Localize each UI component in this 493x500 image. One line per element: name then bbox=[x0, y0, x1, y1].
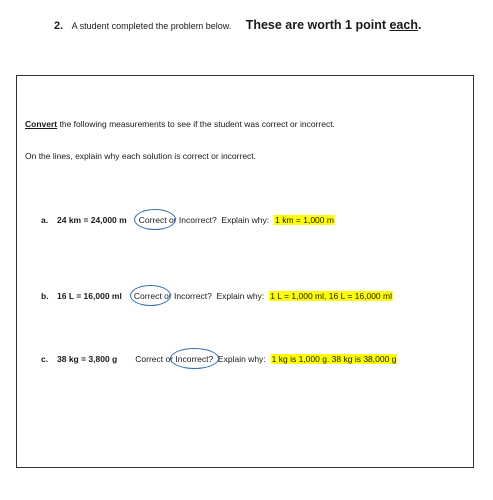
convert-keyword: Convert bbox=[25, 119, 58, 129]
question-header bbox=[54, 16, 421, 34]
explain-directions: On the lines, explain why each solution is correct or incorrect. bbox=[25, 151, 257, 161]
points-note-emphasis: each bbox=[389, 18, 418, 32]
or-text: or bbox=[163, 354, 176, 364]
problem-letter: a. bbox=[41, 215, 49, 225]
problem-letter: c. bbox=[41, 354, 49, 364]
explanation-answer: 1 kg is 1,000 g. 38 kg is 38,000 g bbox=[271, 354, 397, 364]
question-number: 2. bbox=[54, 20, 64, 32]
explain-prompt: ? Explain why: bbox=[211, 215, 270, 225]
problem-c bbox=[41, 354, 397, 364]
points-note-text: These are worth 1 point bbox=[245, 18, 390, 32]
problem-equation: 38 kg = 3,800 g bbox=[57, 354, 118, 364]
directions-text: the following measurements to see if the student was correct or incorrect. bbox=[57, 119, 335, 129]
question-instruction: A student completed the problem below. bbox=[71, 21, 232, 31]
explain-prompt: ? Explain why: bbox=[208, 354, 266, 364]
points-note bbox=[246, 18, 422, 32]
correct-choice[interactable]: Correct bbox=[134, 291, 162, 301]
incorrect-choice[interactable]: Incorrect bbox=[178, 215, 212, 225]
correct-choice[interactable]: Correct bbox=[139, 215, 167, 225]
explain-prompt: ? Explain why: bbox=[207, 291, 265, 301]
points-note-period: . bbox=[417, 18, 422, 32]
problem-equation: 24 km = 24,000 m bbox=[57, 215, 127, 225]
incorrect-choice[interactable]: Incorrect bbox=[173, 291, 208, 301]
problem-b bbox=[41, 291, 393, 301]
correct-choice[interactable]: Correct bbox=[135, 354, 164, 364]
explanation-answer: 1 L = 1,000 ml, 16 L = 16,000 ml bbox=[270, 291, 392, 301]
problem-a bbox=[41, 215, 335, 225]
or-text: or bbox=[161, 291, 174, 301]
problem-letter: b. bbox=[41, 291, 49, 301]
problem-equation: 16 L = 16,000 ml bbox=[57, 291, 122, 301]
problem-box bbox=[16, 75, 474, 468]
explanation-answer: 1 km = 1,000 m bbox=[275, 215, 334, 225]
or-text: or bbox=[166, 215, 179, 225]
incorrect-choice[interactable]: Incorrect bbox=[175, 354, 208, 364]
directions-line bbox=[25, 119, 335, 129]
